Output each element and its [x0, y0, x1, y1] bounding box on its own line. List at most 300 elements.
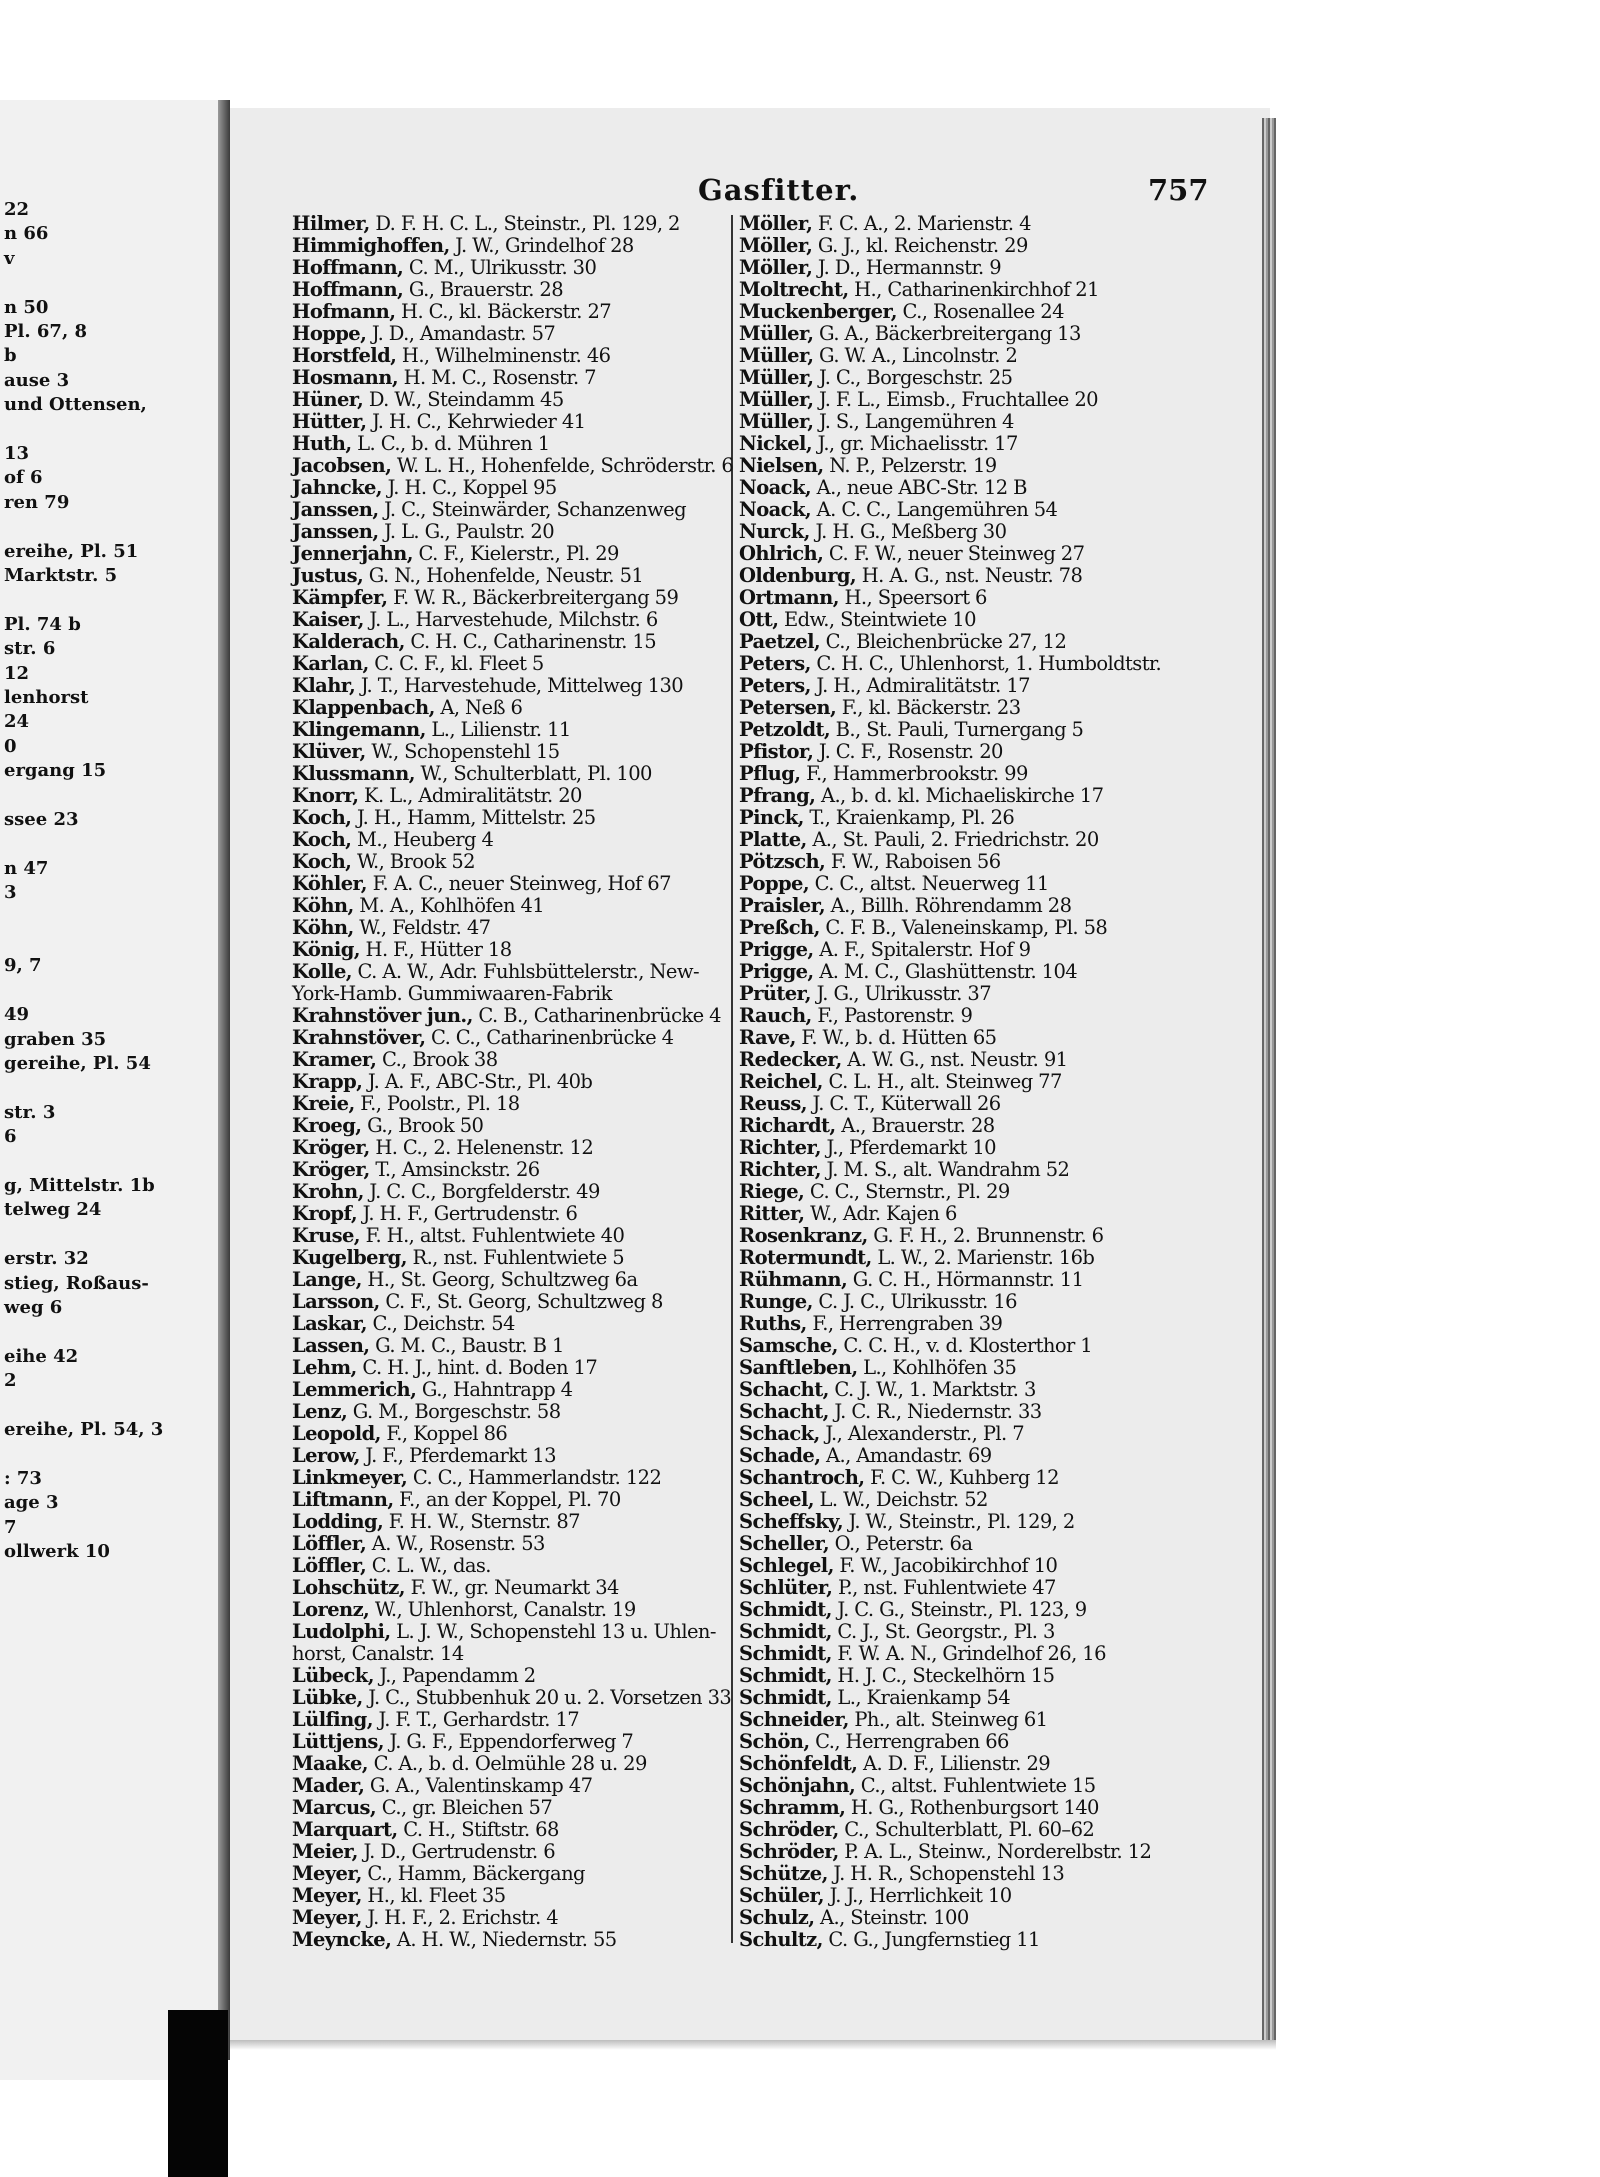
entry-details: F., Koppel 86 [380, 1422, 508, 1445]
directory-entry [739, 543, 1084, 565]
entry-details: G. C. H., Hörmannstr. 11 [847, 1268, 1084, 1291]
entry-surname: Moltrecht, [739, 278, 849, 301]
left-fragment-line: stieg, Roßaus- [4, 1272, 149, 1294]
directory-entry [292, 433, 550, 455]
entry-surname: Lorenz, [292, 1598, 370, 1621]
entry-surname: Löffler, [292, 1554, 367, 1577]
directory-entry [739, 1687, 1010, 1709]
entry-surname: Reuss, [739, 1092, 807, 1115]
left-fragment-line: Pl. 67, 8 [4, 321, 88, 342]
entry-details: C. H. C., Catharinenstr. 15 [404, 630, 657, 653]
entry-details: A., b. d. kl. Michaeliskirche 17 [815, 784, 1104, 807]
directory-entry [739, 1049, 1067, 1071]
directory-entry [292, 1907, 558, 1929]
directory-entry [739, 521, 1006, 543]
entry-surname: Richardt, [739, 1114, 836, 1137]
entry-surname: Schmidt, [739, 1664, 832, 1687]
entry-surname: Kalderach, [292, 630, 405, 653]
entry-details: F. C. W., Kuhberg 12 [864, 1466, 1059, 1489]
directory-entry [739, 1819, 1094, 1841]
entry-details: A, Neß 6 [434, 696, 523, 719]
directory-entry [739, 939, 1030, 961]
entry-surname: Scheel, [739, 1488, 814, 1511]
entry-surname: Krohn, [292, 1180, 364, 1203]
left-fragment-line: str. 3 [4, 1101, 56, 1123]
entry-details: Edw., Steintwiete 10 [778, 608, 976, 631]
directory-entry [739, 1621, 1055, 1643]
entry-surname: Nielsen, [739, 454, 824, 477]
entry-details: A., neue ABC-Str. 12 B [811, 476, 1027, 499]
entry-surname: Hosmann, [292, 366, 399, 389]
directory-entry [739, 1379, 1036, 1401]
entry-surname: Kolle, [292, 960, 352, 983]
entry-details: C. C., Catharinenbrücke 4 [425, 1026, 674, 1049]
entry-details: C. G., Jungfernstieg 11 [822, 1928, 1040, 1951]
entry-surname: Knorr, [292, 784, 359, 807]
left-fragment-line: 13 [4, 443, 30, 464]
directory-entry [292, 851, 475, 873]
left-fragment-line: ollwerk 10 [4, 1541, 110, 1562]
entry-surname: Schultz, [739, 1928, 823, 1951]
entry-surname: Poppe, [739, 872, 810, 895]
directory-entry [739, 873, 1049, 895]
directory-entry [292, 1621, 716, 1643]
entry-details: G., Brauerstr. 28 [403, 278, 564, 301]
directory-entry [292, 235, 634, 257]
directory-entry [739, 851, 1001, 873]
entry-surname: Peters, [739, 674, 811, 697]
directory-entry [739, 1247, 1094, 1269]
directory-entry [292, 631, 656, 653]
entry-surname: Möller, [739, 234, 813, 257]
entry-details: F. W., Raboisen 56 [825, 850, 1001, 873]
entry-surname: Reichel, [739, 1070, 823, 1093]
entry-surname: Riege, [739, 1180, 805, 1203]
entry-surname: Marquart, [292, 1818, 398, 1841]
entry-surname: Schmidt, [739, 1686, 832, 1709]
entry-surname: Janssen, [292, 498, 379, 521]
entry-details: G., Brook 50 [361, 1114, 484, 1137]
entry-details: C., Brook 38 [376, 1048, 498, 1071]
entry-details: H., Speersort 6 [838, 586, 987, 609]
directory-entry [739, 785, 1103, 807]
entry-details: W., Adr. Kajen 6 [804, 1202, 957, 1225]
directory-entry [739, 983, 991, 1005]
entry-surname: Hüner, [292, 388, 364, 411]
directory-entry [739, 1775, 1096, 1797]
entry-details: G. M., Borgeschstr. 58 [347, 1400, 561, 1423]
directory-entry [292, 1511, 580, 1533]
entry-details: J. H., Hamm, Mittelstr. 25 [351, 806, 596, 829]
entry-details: H. A. G., nst. Neustr. 78 [856, 564, 1083, 587]
directory-entry [292, 1445, 556, 1467]
directory-entry [739, 1533, 972, 1555]
left-fragment-line: ause 3 [4, 369, 70, 391]
entry-surname: Kröger, [292, 1158, 370, 1181]
left-fragment-line: ssee 23 [4, 809, 79, 830]
entry-surname: Maake, [292, 1752, 368, 1775]
entry-surname: Meyer, [292, 1906, 362, 1929]
entry-details: T., Kraienkamp, Pl. 26 [803, 806, 1015, 829]
directory-entry [739, 345, 1017, 367]
directory-entry [292, 675, 683, 697]
entry-surname: Lerow, [292, 1444, 360, 1467]
entry-surname: Löffler, [292, 1532, 367, 1555]
entry-details: J. C. C., Borgfelderstr. 49 [363, 1180, 600, 1203]
directory-entry [739, 587, 987, 609]
entry-surname: Klahr, [292, 674, 356, 697]
entry-details: A. F., Spitalerstr. Hof 9 [813, 938, 1031, 961]
entry-details: T., Amsinckstr. 26 [369, 1158, 540, 1181]
directory-entry [739, 1159, 1069, 1181]
entry-details: J., gr. Michaelisstr. 17 [812, 432, 1018, 455]
entry-surname: Koch, [292, 850, 352, 873]
directory-entry [739, 499, 1057, 521]
entry-surname: Schmidt, [739, 1620, 832, 1643]
entry-details: A., Amandastr. 69 [820, 1444, 992, 1467]
entry-surname: Koch, [292, 828, 352, 851]
entry-surname: Meyer, [292, 1862, 362, 1885]
directory-entry [739, 1423, 1024, 1445]
directory-entry [739, 1599, 1087, 1621]
entry-surname: Koch, [292, 806, 352, 829]
entry-surname: Schön, [739, 1730, 810, 1753]
entry-details: J. G., Ulrikusstr. 37 [810, 982, 992, 1005]
entry-surname: Lodding, [292, 1510, 384, 1533]
directory-entry [739, 1335, 1092, 1357]
directory-entry [292, 1313, 515, 1335]
entry-surname: Klüver, [292, 740, 366, 763]
entry-surname: Schlüter, [739, 1576, 833, 1599]
entry-surname: Lassen, [292, 1334, 370, 1357]
entry-surname: Meier, [292, 1840, 358, 1863]
directory-entry [739, 961, 1077, 983]
directory-entry [739, 1863, 1064, 1885]
entry-surname: Lemmerich, [292, 1378, 417, 1401]
left-fragment-line: gereihe, Pl. 54 [4, 1053, 151, 1074]
directory-entry [739, 609, 976, 631]
entry-details: horst, Canalstr. 14 [292, 1642, 464, 1665]
entry-details: Ph., alt. Steinweg 61 [848, 1708, 1048, 1731]
entry-surname: Krapp, [292, 1070, 363, 1093]
directory-entry [739, 411, 1014, 433]
left-fragment-line: g, Mittelstr. 1b [4, 1175, 155, 1196]
entry-details: F. W. A. N., Grindelhof 26, 16 [831, 1642, 1106, 1665]
entry-details: F. W., Jacobikirchhof 10 [833, 1554, 1058, 1577]
entry-surname: Petersen, [739, 696, 837, 719]
directory-entry [292, 1533, 545, 1555]
entry-surname: Ohlrich, [739, 542, 824, 565]
entry-surname: Leopold, [292, 1422, 381, 1445]
directory-entry [292, 1071, 592, 1093]
entry-details: B., St. Pauli, Turnergang 5 [830, 718, 1084, 741]
entry-surname: Ott, [739, 608, 779, 631]
entry-surname: Prigge, [739, 938, 814, 961]
entry-surname: Ludolphi, [292, 1620, 391, 1643]
entry-details: C. L. W., das. [366, 1554, 491, 1577]
entry-surname: Schröder, [739, 1840, 839, 1863]
entry-details: K. L., Admiralitätstr. 20 [358, 784, 582, 807]
left-fragment-line: ergang 15 [4, 760, 107, 782]
directory-entry [739, 1753, 1050, 1775]
entry-surname: Hoffmann, [292, 256, 404, 279]
directory-entry [292, 1885, 506, 1907]
directory-entry [292, 873, 671, 895]
directory-entry [739, 1643, 1106, 1665]
entry-details: J. C. T., Küterwall 26 [806, 1092, 1001, 1115]
entry-surname: Kaiser, [292, 608, 364, 631]
directory-entry [739, 1885, 1012, 1907]
entry-surname: Müller, [739, 366, 814, 389]
entry-surname: Köhn, [292, 894, 354, 917]
entry-details: H., Wilhelminenstr. 46 [396, 344, 611, 367]
entry-details: F., an der Koppel, Pl. 70 [393, 1488, 621, 1511]
directory-entry [739, 1555, 1057, 1577]
entry-details: C., gr. Bleichen 57 [376, 1796, 553, 1819]
entry-surname: Ritter, [739, 1202, 805, 1225]
directory-entry [739, 1665, 1054, 1687]
entry-details: L. C., b. d. Mühren 1 [351, 432, 550, 455]
directory-entry [292, 653, 544, 675]
left-fragment-line: age 3 [4, 1492, 59, 1514]
entry-surname: Pinck, [739, 806, 804, 829]
directory-entry [292, 543, 619, 565]
entry-details: H. F., Hütter 18 [359, 938, 512, 961]
entry-details: O., Peterstr. 6a [829, 1532, 973, 1555]
entry-details: C. A., b. d. Oelmühle 28 u. 29 [367, 1752, 647, 1775]
directory-entry [292, 1797, 552, 1819]
entry-details: M., Heuberg 4 [351, 828, 494, 851]
directory-entry [292, 1599, 636, 1621]
entry-details: G. W. A., Lincolnstr. 2 [813, 344, 1018, 367]
entry-surname: Jahncke, [292, 476, 382, 499]
entry-details: F. H. W., Sternstr. 87 [383, 1510, 580, 1533]
entry-details: C. J., St. Georgstr., Pl. 3 [831, 1620, 1055, 1643]
directory-entry [292, 609, 658, 631]
entry-details: J. L., Harvestehude, Milchstr. 6 [363, 608, 658, 631]
entry-surname: Pflug, [739, 762, 801, 785]
entry-details: F. W., gr. Neumarkt 34 [404, 1576, 619, 1599]
entry-details: C. J. C., Ulrikusstr. 16 [812, 1290, 1017, 1313]
directory-entry [292, 1115, 483, 1137]
entry-details: J. M. S., alt. Wandrahm 52 [820, 1158, 1070, 1181]
directory-entry [739, 1269, 1083, 1291]
entry-surname: Mader, [292, 1774, 365, 1797]
left-fragment-line: graben 35 [4, 1028, 107, 1050]
directory-entry [292, 1775, 592, 1797]
left-fragment-line: : 73 [4, 1467, 42, 1489]
entry-details: W., Schulterblatt, Pl. 100 [414, 762, 652, 785]
left-fragment-line: weg 6 [4, 1297, 63, 1318]
directory-entry [292, 741, 560, 763]
entry-details: C. C., Sternstr., Pl. 29 [804, 1180, 1010, 1203]
entry-surname: Möller, [739, 256, 813, 279]
entry-surname: Hütter, [292, 410, 367, 433]
entry-details: C. C. F., kl. Fleet 5 [368, 652, 544, 675]
entry-details: C. B., Catharinenbrücke 4 [472, 1004, 721, 1027]
directory-entry [292, 565, 643, 587]
entry-details: J. A. F., ABC-Str., Pl. 40b [362, 1070, 593, 1093]
entry-details: W., Brook 52 [351, 850, 475, 873]
entry-surname: Ruths, [739, 1312, 807, 1335]
entry-surname: Kramer, [292, 1048, 377, 1071]
entry-surname: Praisler, [739, 894, 826, 917]
directory-entry [739, 653, 1161, 675]
directory-entry [739, 1489, 988, 1511]
entry-details: H., St. Georg, Schultzweg 6a [361, 1268, 638, 1291]
directory-entry [739, 1137, 996, 1159]
entry-surname: Müller, [739, 388, 814, 411]
left-fragment-line: lenhorst [4, 687, 89, 708]
entry-details: A. M. C., Glashüttenstr. 104 [813, 960, 1078, 983]
entry-surname: Köhler, [292, 872, 367, 895]
entry-details: A., Brauerstr. 28 [835, 1114, 995, 1137]
directory-entry [739, 433, 1018, 455]
book-gutter [218, 100, 230, 2060]
entry-surname: Pfistor, [739, 740, 814, 763]
entry-details: C. H., Stiftstr. 68 [397, 1818, 559, 1841]
entry-surname: Pötzsch, [739, 850, 826, 873]
directory-entry [292, 367, 596, 389]
entry-surname: Sanftleben, [739, 1356, 858, 1379]
entry-details: G. J., kl. Reichenstr. 29 [812, 234, 1028, 257]
directory-entry [739, 1071, 1062, 1093]
directory-entry [739, 1709, 1047, 1731]
entry-surname: Karlan, [292, 652, 369, 675]
directory-entry [292, 1577, 619, 1599]
entry-details: F., Poolstr., Pl. 18 [354, 1092, 520, 1115]
directory-entry [292, 587, 678, 609]
entry-surname: Lehm, [292, 1356, 357, 1379]
directory-entry [292, 1423, 507, 1445]
entry-surname: Scheffsky, [739, 1510, 844, 1533]
entry-surname: Schlegel, [739, 1554, 834, 1577]
entry-details: J. T., Harvestehude, Mittelweg 130 [355, 674, 684, 697]
entry-details: J. D., Amandastr. 57 [366, 322, 556, 345]
directory-entry [292, 1665, 536, 1687]
directory-entry [739, 829, 1099, 851]
entry-details: J. G. F., Eppendorferweg 7 [383, 1730, 634, 1753]
directory-entry [292, 301, 611, 323]
directory-entry [739, 1225, 1103, 1247]
entry-surname: Schack, [739, 1422, 820, 1445]
directory-entry [292, 983, 612, 1005]
directory-entry [292, 763, 652, 785]
entry-details: C. H. J., hint. d. Boden 17 [356, 1356, 598, 1379]
entry-details: J. D., Hermannstr. 9 [812, 256, 1002, 279]
entry-surname: Redecker, [739, 1048, 842, 1071]
directory-entry [292, 455, 733, 477]
directory-entry [739, 741, 1003, 763]
directory-entry [292, 1753, 647, 1775]
entry-surname: Nurck, [739, 520, 810, 543]
entry-details: D. W., Steindamm 45 [363, 388, 564, 411]
directory-entry [739, 1907, 969, 1929]
directory-entry [739, 1093, 1001, 1115]
entry-details: York-Hamb. Gummiwaaren-Fabrik [292, 982, 612, 1005]
entry-details: C., Hamm, Bäckergang [361, 1862, 585, 1885]
directory-entry [292, 917, 490, 939]
page-title: Gasfitter. [698, 173, 860, 207]
left-fragment-line: n 66 [4, 223, 49, 245]
entry-surname: Horstfeld, [292, 344, 397, 367]
entry-surname: Himmighoffen, [292, 234, 450, 257]
entry-surname: Hofmann, [292, 300, 396, 323]
directory-entry [292, 1643, 464, 1665]
directory-entry [739, 235, 1028, 257]
entry-surname: Petzoldt, [739, 718, 831, 741]
directory-entry [292, 1335, 564, 1357]
entry-details: C., altst. Fuhlentwiete 15 [855, 1774, 1096, 1797]
entry-details: A. W., Rosenstr. 53 [366, 1532, 545, 1555]
directory-entry [739, 1467, 1059, 1489]
left-fragment-line: und Ottensen, [4, 394, 147, 416]
directory-entry [292, 697, 522, 719]
entry-details: J. C., Stubbenhuk 20 u. 2. Vorsetzen 33 [362, 1686, 732, 1709]
entry-surname: Hoppe, [292, 322, 367, 345]
entry-surname: Kropf, [292, 1202, 358, 1225]
entry-surname: Prüter, [739, 982, 811, 1005]
entry-surname: Lange, [292, 1268, 362, 1291]
directory-entry [739, 389, 1098, 411]
entry-surname: Lülfing, [292, 1708, 373, 1731]
directory-entry [292, 1225, 624, 1247]
directory-entry [739, 1027, 996, 1049]
directory-entry [292, 499, 686, 521]
entry-surname: Lübke, [292, 1686, 363, 1709]
directory-entry [739, 1841, 1151, 1863]
entry-details: J. C., Borgeschstr. 25 [813, 366, 1013, 389]
directory-entry [739, 1005, 972, 1027]
entry-surname: Prigge, [739, 960, 814, 983]
entry-details: P. A. L., Steinw., Norderelbstr. 12 [838, 1840, 1152, 1863]
directory-entry [292, 389, 564, 411]
entry-details: F. A. C., neuer Steinweg, Hof 67 [366, 872, 671, 895]
entry-surname: Schönfeldt, [739, 1752, 858, 1775]
directory-entry [292, 1093, 520, 1115]
entry-surname: Justus, [292, 564, 364, 587]
entry-details: C. A. W., Adr. Fuhlsbüttelerstr., New- [351, 960, 699, 983]
directory-entry [739, 697, 1021, 719]
entry-details: H. J. C., Steckelhörn 15 [831, 1664, 1055, 1687]
entry-details: D. F. H. C. L., Steinstr., Pl. 129, 2 [369, 212, 680, 235]
directory-entry [292, 1137, 593, 1159]
entry-surname: Meyer, [292, 1884, 362, 1907]
left-fragment-line: str. 6 [4, 638, 56, 660]
left-fragment-line: 9, 7 [4, 955, 42, 977]
directory-entry [739, 1181, 1010, 1203]
entry-surname: Rauch, [739, 1004, 812, 1027]
directory-entry [739, 1445, 992, 1467]
directory-entry [292, 1291, 663, 1313]
entry-details: F. H., altst. Fuhlentwiete 40 [359, 1224, 625, 1247]
entry-surname: Müller, [739, 322, 814, 345]
page-bottom-shadow [230, 2040, 1276, 2050]
left-fragment-line: n 47 [4, 857, 49, 879]
left-fragment-line: of 6 [4, 467, 43, 489]
entry-details: M. A., Kohlhöfen 41 [353, 894, 545, 917]
page-edge [1262, 118, 1276, 2043]
entry-details: C. F., St. Georg, Schultzweg 8 [379, 1290, 663, 1313]
entry-surname: Kruse, [292, 1224, 360, 1247]
entry-surname: Krahnstöver, [292, 1026, 426, 1049]
directory-entry [292, 477, 557, 499]
entry-surname: Rühmann, [739, 1268, 848, 1291]
directory-entry [739, 1797, 1099, 1819]
directory-entry [739, 1577, 1056, 1599]
entry-details: G., Hahntrapp 4 [416, 1378, 573, 1401]
entry-details: W. L. H., Hohenfelde, Schröderstr. 6 [391, 454, 734, 477]
